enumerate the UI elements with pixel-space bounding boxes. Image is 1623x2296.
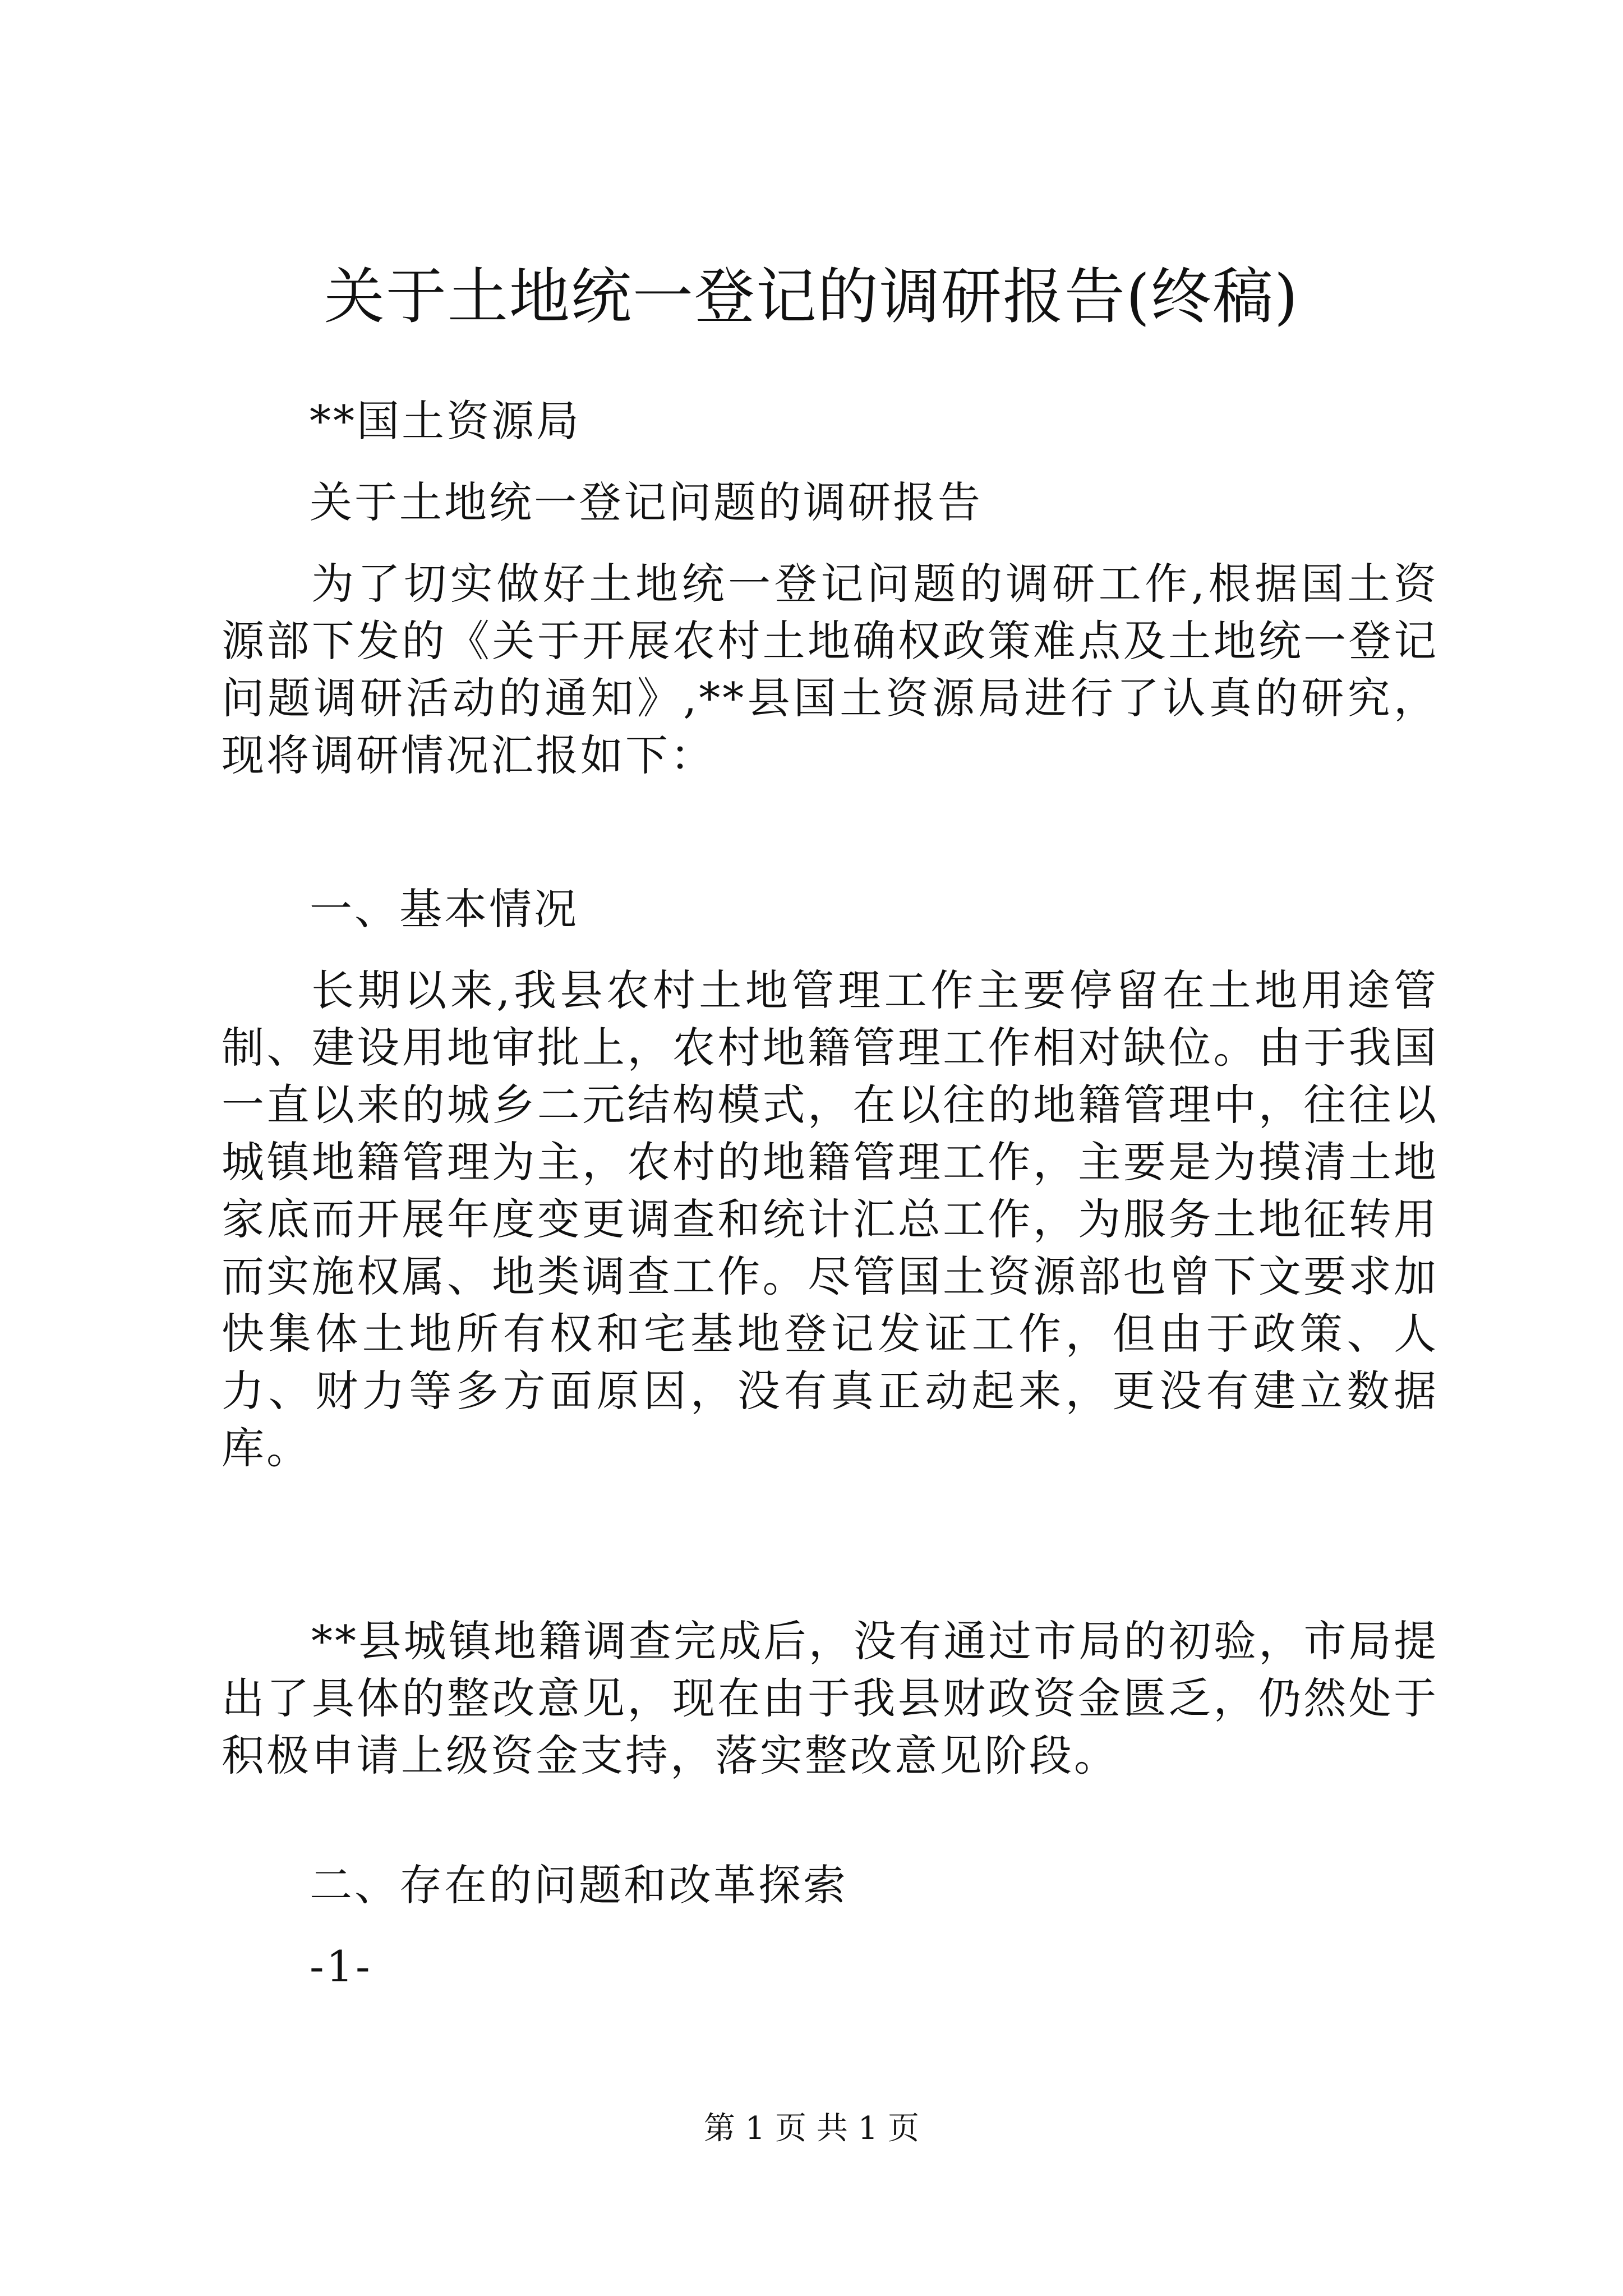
paragraph-basic-situation: 长期以来,我县农村土地管理工作主要停留在土地用途管制、建设用地审批上，农村地籍管理工作相对缺位。由于我国一直以来的城乡二元结构模式，在以往的地籍管理中，往往以城镇地籍管理为主，农村的地籍管理工作，主要是为摸清土地家底而开展年度变更调查和统计汇总工作，为服务土地征转用而实施权属、地类调查工作。尽管国土资源部也曾下文要求加快集体土地所有权和宅基地登记发证工作，但由于政策、人力、财力等多方面原因，没有真正动起来，更没有建立数据库。 [222, 965, 1438, 1473]
page-number-mark: -1- [310, 1941, 372, 1991]
section-heading-problems: 二、存在的问题和改革探索 [310, 1860, 848, 1910]
document-title: 关于土地统一登记的调研报告(终稿) [324, 262, 1299, 332]
page-footer: 第 1 页 共 1 页 [703, 2110, 920, 2147]
paragraph-intro: 为了切实做好土地统一登记问题的调研工作,根据国土资源部下发的《关于开展农村土地确权政策难点及土地统一登记问题调研活动的通知》,**县国土资源局进行了认真的研究，现将调研情况汇报如下： [222, 559, 1438, 780]
section-heading-basic: 一、基本情况 [310, 884, 579, 934]
paragraph-cadastral-survey: **县城镇地籍调查完成后，没有通过市局的初验，市局提出了具体的整改意见，现在由于我县财政资金匮乏，仍然处于积极申请上级资金支持，落实整改意见阶段。 [222, 1616, 1438, 1780]
report-subtitle: 关于土地统一登记问题的调研报告 [310, 477, 983, 527]
issuing-organization: **国土资源局 [310, 396, 581, 446]
